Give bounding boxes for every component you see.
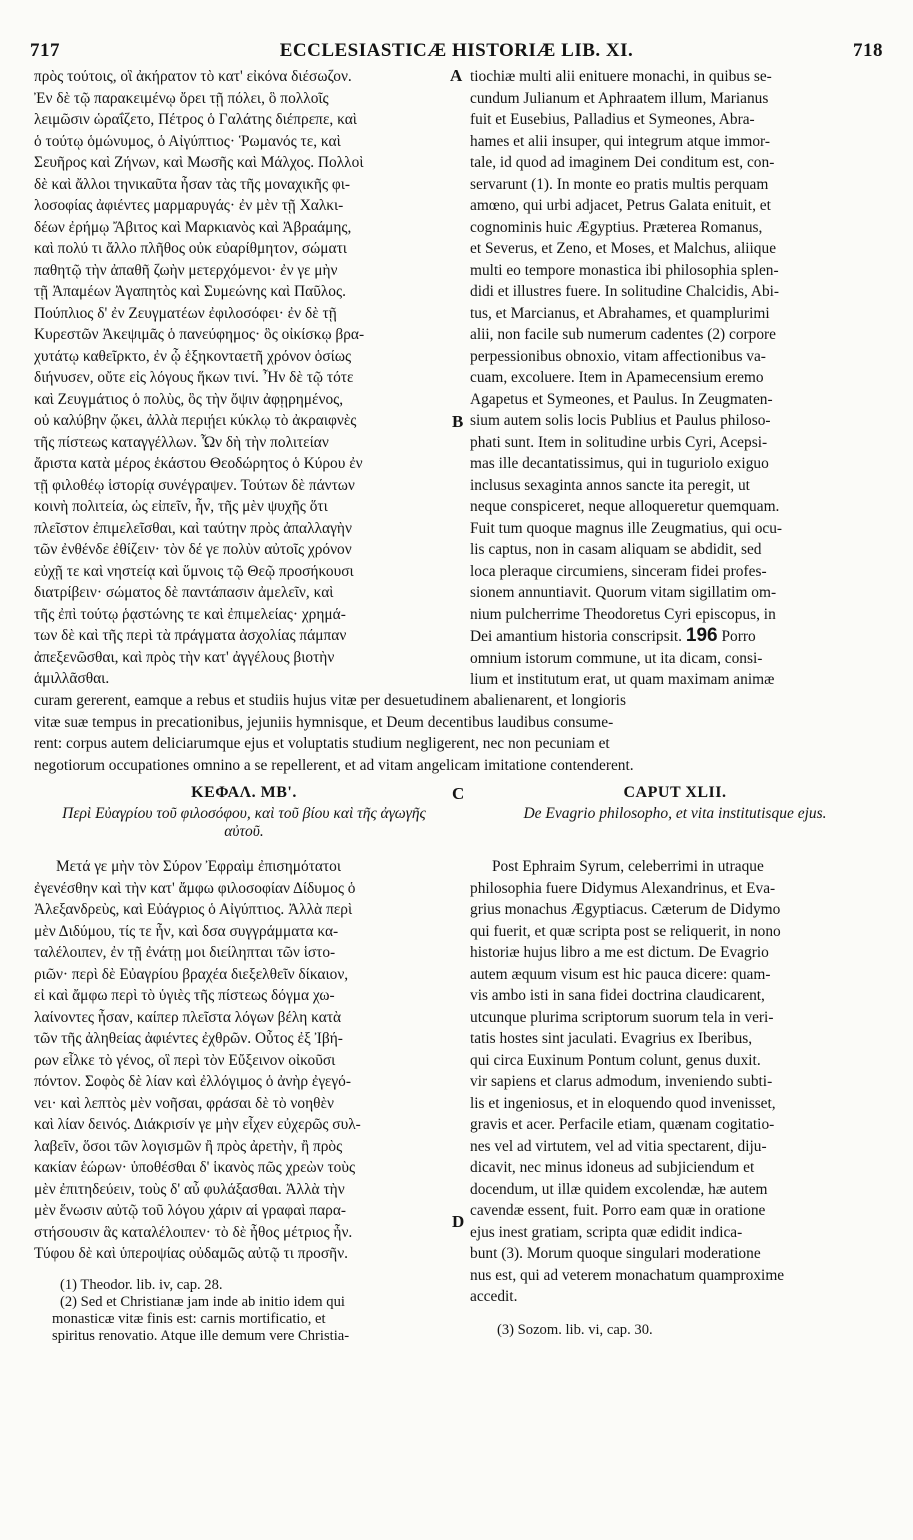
latin-line: ejus inest gratiam, scripta quæ edidit indica- <box>470 1223 743 1241</box>
greek-line: Πούπλιος δ' ἐν Ζευγματέων ἐφιλοσόφει· ἐν δὲ τῇ <box>34 304 337 322</box>
latin-full-line: negotiorum occupationes omnino a se repellerent, et ad vitam angelicam imitatione contenderent. <box>34 756 634 774</box>
footnote-continuation: spiritus renovatio. Atque ille demum vere Christia- <box>52 1328 350 1344</box>
greek-line: Τύφου δὲ καὶ ὑπεροψίας οὐδαμῶς αὐτῷ τι προσῆν. <box>34 1245 349 1262</box>
latin-line: tiochiæ multi alii enituere monachi, in quibus se- <box>470 68 772 85</box>
greek-line: διήνυσεν, οὔτε εἰς λόγους ἥκων τινί. Ἦν δὲ τῷ τότε <box>34 369 354 386</box>
latin-line: loca pleraque circumiens, sinceram fidei profes- <box>470 562 767 580</box>
greek-line: τῆς πίστεως καταγγέλλων. Ὧν δὴ τὴν πολιτείαν <box>34 433 329 451</box>
latin-line: utcunque plurima scriptorum suorum tela in veri- <box>470 1008 774 1026</box>
greek-chapter-heading <box>34 782 454 841</box>
margin-marker-a: A <box>450 66 463 85</box>
latin-line: lium et institutum erat, ut quam maximam animæ <box>470 671 775 688</box>
latin-line: nus est, qui ad veterem monachatum quamproxime <box>470 1266 785 1284</box>
greek-line: νει· καὶ λεπτὸς μὲν νοῆσαι, φράσαι δὲ τὸ νοηθὲν <box>34 1094 334 1112</box>
greek-line: Σευῆρος καὶ Ζήνων, καὶ Μωσῆς καὶ Μάλχος. Πολλοὶ <box>34 154 364 171</box>
latin-line: multi eo tempore monastica ibi philosophia splen- <box>470 261 779 279</box>
latin-line: dicavit, nec minus idoneus ad subjiciendum et <box>470 1159 755 1176</box>
latin-line: Fuit tum quoque magnus ille Zeugmatius, qui ocu- <box>470 519 783 537</box>
greek-line: Ἀλεξανδρεὺς, καὶ Εὐάγριος ὁ Αἰγύπτιος. Ἀλλὰ περὶ <box>34 901 353 918</box>
latin-full-width-block <box>34 690 880 776</box>
column-number-196: 196 <box>685 625 718 646</box>
greek-line: καὶ πολύ τι ἄλλο πλῆθος οὐκ εὐαρίθμητον, σώματι <box>34 240 347 257</box>
latin-line: docendum, ut illæ quidem excolendæ, hæ autem <box>470 1180 768 1198</box>
latin-line: tus, et Marcianus, et Abrahames, et quamplurimi <box>470 304 770 322</box>
greek-line: τῶν ἐνθένδε ἐθίζειν· τὸν δέ γε πολὺν αὐτοῖς χρόνον <box>34 541 352 558</box>
footnote: (1) Theodor. lib. iv, cap. 28. <box>60 1277 223 1293</box>
greek-line: τῶν τῆς ἀληθείας ἀφιέντες ἐχθρῶν. Οὗτος ἐξ Ἰβή- <box>34 1030 343 1047</box>
latin-line: cundum Julianum et Aphraatem illum, Marianus <box>470 89 769 107</box>
latin-line: phati sunt. Item in solitudine urbis Cyri, Acepsi- <box>470 433 768 451</box>
latin-line: nes vel ad virtutem, vel ad vitia spectarent, diju- <box>470 1137 767 1155</box>
greek-line: διατρίβειν· σώματος δὲ παντάπασιν ἀμελεῖν, καὶ <box>34 584 334 601</box>
right-page-number: 718 <box>853 40 883 61</box>
greek-line: στήσουσιν ἃς καταλέλοιπεν· τὸ δὲ ἦθος μέτριος ἦν. <box>34 1223 353 1241</box>
greek-line: Κυρεστῶν Ἀκεψιμᾶς ὁ πανεύφημος· ὃς οἰκίσκῳ βρα- <box>34 326 365 343</box>
footnotes-right <box>497 1322 877 1339</box>
greek-line: λοσοφίας ἀφιέντες μαρμαρυγάς· ἐν μὲν τῇ Χαλκι- <box>34 197 344 214</box>
latin-line: Dei amantium historia conscripsit. <box>470 628 683 645</box>
footnote: (3) Sozom. lib. vi, cap. 30. <box>497 1322 653 1338</box>
greek-line: ἀπεξενῶσθαι, καὶ πρὸς τὴν κατ' ἀγγέλους βιοτὴν <box>34 648 335 666</box>
greek-line: δέων ἐρήμῳ Ἄβιτος καὶ Μαρκιανὸς καὶ Ἀβραάμης, <box>34 218 352 236</box>
latin-line: fuit et Eusebius, Palladius et Symeones, Abra- <box>470 111 755 128</box>
greek-line: χυτάτῳ καθεῖρκτο, ἐν ᾧ ἑξηκονταετῆ χρόνον ὁσίως <box>34 347 352 365</box>
latin-line: accedit. <box>470 1288 518 1305</box>
latin-line: gravis et acer. Perfacile etiam, quænam cogitatio- <box>470 1116 775 1133</box>
greek-line: τῇ Ἀπαμέων Ἀγαπητὸς καὶ Συμεώνης καὶ Παῦλος. <box>34 283 346 300</box>
greek-line: πρὸς τούτοις, οἳ ἀκήρατον τὸ κατ' εἰκόνα διέσωζον. <box>34 68 352 85</box>
greek-line: καὶ λίαν δεινός. Διάκρισίν γε μὴν εἶχεν εὐχερῶς συλ- <box>34 1116 361 1133</box>
greek-line: πλεῖστον ἐπιμελεῖσθαι, καὶ ταύτην πρὸς ἀπαλλαγὴν <box>34 519 352 537</box>
footnotes-left <box>52 1277 454 1345</box>
greek-line: των δὲ καὶ τῆς περὶ τὰ πράγματα ἀσχολίας πάμπαν <box>34 627 347 644</box>
latin-line: et Severus, et Zeno, et Moses, et Malchus, aliique <box>470 240 777 257</box>
greek-chapter-title: Περὶ Εὐαγρίου τοῦ φιλοσόφου, καὶ τοῦ βίου καὶ τῆς ἀγωγῆς αὐτοῦ. <box>62 804 426 840</box>
greek-line: ὁ τούτῳ ὁμώνυμος, ὁ Αἰγύπτιος· Ῥωμανός τε, καὶ <box>34 132 341 150</box>
latin-line: tale, id quod ad imaginem Dei conditum est, con- <box>470 154 775 171</box>
greek-line: δὲ καὶ ἄλλοι τηνικαῦτα ἦσαν τὰς τῆς μοναχικῆς φι- <box>34 175 351 193</box>
latin-line: cognominis huic Ægyptius. Præterea Romanus, <box>470 218 763 236</box>
left-page-number: 717 <box>30 40 60 61</box>
greek-column-bottom <box>34 856 454 1265</box>
greek-line: λειμῶσιν ὡραΐζετο, Πέτρος ὁ Γαλάτης διέπρεπε, καὶ <box>34 111 357 128</box>
greek-line: μὲν Διδύμου, τίς τε ἦν, καὶ δσα συγγράμματα κα- <box>34 922 339 940</box>
running-title: ECCLESIASTICÆ HISTORIÆ LIB. XI. <box>279 40 634 61</box>
latin-line: sium autem solis locis Publius et Paulus philoso- <box>470 412 771 429</box>
greek-line: τῇ φιλοθέῳ ἱστορίᾳ συνέγραψεν. Τούτων δὲ πάντων <box>34 476 355 494</box>
latin-line: mas ille decantatissimus, qui in tuguriolo exiguo <box>470 455 769 472</box>
footnote-continuation: monasticæ vitæ finis est: carnis mortificatio, et <box>52 1311 326 1327</box>
latin-line-end: Porro <box>721 628 756 645</box>
latin-full-line: rent: corpus autem deliciarumque ejus et voluptatis studium negligerent, nec non pecuniam et <box>34 735 610 752</box>
latin-line: qui fuerit, et quæ scripta post se reliquerit, in nono <box>470 922 781 940</box>
latin-line: cavendæ essent, fuit. Porro eam quæ in oratione <box>470 1202 766 1219</box>
greek-line: Ἐν δὲ τῷ παρακειμένῳ ὄρει τῇ πόλει, ὃ πολλοῖς <box>34 89 329 107</box>
latin-full-line: curam gererent, eamque a rebus et studiis hujus vitæ per desuetudinem abalienarent, et longioris <box>34 692 626 709</box>
latin-line: alii, non facile sub numerum cadentes (2) corpore <box>470 326 776 343</box>
greek-line: τῆς ἐπὶ τούτῳ ῥᾳστώνης τε καὶ ἐπιμελείας· χρημά- <box>34 605 346 623</box>
latin-line: neque conspiceret, neque alloqueretur quemquam. <box>470 498 780 515</box>
greek-line: λαβεῖν, ὅσοι τῶν λογισμῶν ἢ πρὸς ἀρετὴν, ἢ πρὸς <box>34 1137 343 1155</box>
greek-chapter-number: ΚΕΦΑΛ. ΜΒ'. <box>191 784 297 801</box>
latin-column-bottom <box>470 856 880 1308</box>
greek-line: παθητῷ τὴν ἀπαθῆ ζωὴν μετερχόμενοι· ἐν γε μὴν <box>34 261 338 279</box>
greek-line: ριῶν· περὶ δὲ Εὐαγρίου βραχέα διεξελθεῖν δίκαιον, <box>34 965 349 983</box>
margin-marker-b: B <box>452 412 464 431</box>
latin-line: qui circa Euxinum Pontum colunt, genus duxit. <box>470 1051 761 1069</box>
latin-line: lis captus, non in casam aliquam se abdidit, sed <box>470 541 762 558</box>
latin-line: bunt (3). Morum quoque singulari moderatione <box>470 1245 761 1262</box>
greek-line: ρων εἷλκε τὸ γένος, οἳ περὶ τὸν Εὔξεινον οἰκοῦσι <box>34 1051 336 1069</box>
greek-line: μὲν ἐπιτηδεύειν, τοὺς δ' αὖ φυλάξασθαι. Ἀλλὰ τὴν <box>34 1180 345 1198</box>
latin-chapter-title: De Evagrio philosopho, et vita institutisque ejus. <box>523 804 827 822</box>
latin-line: tatis hostes sint jaculati. Evagrius ex Iberibus, <box>470 1030 753 1047</box>
latin-line: nium pulcherrime Theodoretus Cyri episcopus, in <box>470 605 776 623</box>
latin-chapter-heading <box>470 782 880 823</box>
latin-line: inclusus sexaginta annos sancte ita peregit, ut <box>470 476 750 494</box>
latin-line: sionem annuntiavit. Quorum vitam sigillatim om- <box>470 584 777 601</box>
greek-line: ἐγενέσθην καὶ τὴν κατ' ἄμφω φιλοσοφίαν Δίδυμος ὁ <box>34 879 356 897</box>
latin-line: cuam, excoluere. Item in Apamecensium eremo <box>470 369 764 386</box>
latin-line: Agapetus et Symeones, et Paulus. In Zeugmaten- <box>470 390 773 408</box>
greek-line: λαίνοντες ἦσαν, καίπερ πλεῖστα λόγων βέλη κατὰ <box>34 1008 342 1026</box>
latin-line-with-column-number <box>470 625 880 648</box>
greek-line: καὶ Ζευγμάτιος ὁ πολὺς, ὃς τὴν ὄψιν ἀφῃρημένος, <box>34 390 344 408</box>
greek-line: κακίαν ἑώρων· ὑποθέσθαι δ' ἱκανὸς πῶς χρεὼν τοὺς <box>34 1159 356 1176</box>
latin-line: hames et alii insuper, qui integrum atque immor- <box>470 132 770 150</box>
greek-line: ταλέλοιπεν, ἐν τῇ ἐνάτῃ μοι διείληπται τῶν ἱστο- <box>34 944 336 961</box>
latin-line: historiæ hujus libro a me est dictum. De Evagrio <box>470 944 769 961</box>
greek-line: πόντον. Σοφὸς δὲ λίαν καὶ ἐλλόγιμος ὁ ἀνὴρ ἐγεγό- <box>34 1073 351 1090</box>
latin-chapter-number: CAPUT XLII. <box>623 784 727 801</box>
greek-line: κοινὴ πολιτεία, ὡς εἰπεῖν, ἦν, τῆς μὲν ψυχῆς ὅτι <box>34 498 328 515</box>
footnote: (2) Sed et Christianæ jam inde ab initio idem qui <box>60 1294 345 1310</box>
greek-line: εἰ καὶ ἄμφω περὶ τὸ ὑγιὲς τῆς πίστεως δόγμα χω- <box>34 987 335 1004</box>
margin-marker-d: D <box>452 1212 465 1231</box>
latin-line: servarunt (1). In monte eo pratis multis perquam <box>470 175 769 193</box>
greek-line: μὲν ἕνωσιν αὐτῷ τοῦ λόγου χάριν αἱ γραφαὶ παρα- <box>34 1202 347 1219</box>
latin-line: omnium istorum commune, ut ita dicam, consi- <box>470 649 763 667</box>
latin-full-line: vitæ suæ tempus in precationibus, jejuniis hymnisque, et Deum decentibus laudibus consume- <box>34 713 614 731</box>
running-header <box>30 40 883 62</box>
latin-line: vis ambo isti in sana fidei doctrina claudicarent, <box>470 987 765 1004</box>
latin-line: autem æquum visum est hic pauca dicere: quam- <box>470 965 771 983</box>
latin-column-top <box>470 66 880 691</box>
latin-line: amœno, qui urbi adjacet, Petrus Galata enituit, et <box>470 197 771 214</box>
greek-line: ἁμιλλᾶσθαι. <box>34 670 110 687</box>
greek-line: εὐχῇ τε καὶ νηστείᾳ καὶ ὕμνοις τῷ Θεῷ προσήκουσι <box>34 562 354 580</box>
latin-line: lis et ingeniosus, et in eloquendo quod invenisset, <box>470 1094 776 1112</box>
latin-line: philosophia fuere Didymus Alexandrinus, et Eva- <box>470 879 776 897</box>
latin-line: didi et illustres fuere. In solitudine Chalcidis, Abi- <box>470 283 780 300</box>
latin-line: grius monachus Ægyptiacus. Cæterum de Didymo <box>470 901 781 918</box>
greek-column-top <box>34 66 454 690</box>
greek-line: ἄριστα κατὰ μέρος ἑκάστου Θεοδώρητος ὁ Κύρου ἐν <box>34 455 363 472</box>
latin-line: perpessionibus obnoxio, vitam affectionibus va- <box>470 347 766 365</box>
latin-line: vir sapiens et clarus admodum, inveniendo subti- <box>470 1073 773 1090</box>
latin-line: Post Ephraim Syrum, celeberrimi in utraque <box>492 858 764 875</box>
greek-line: οὐ καλύβην ᾤκει, ἀλλὰ περιῄει κύκλῳ τὸ ἀκραιφνὲς <box>34 412 357 429</box>
greek-line: Μετά γε μὴν τὸν Σύρον Ἐφραὶμ ἐπισημότατοι <box>56 858 341 875</box>
margin-marker-c: C <box>452 784 465 803</box>
